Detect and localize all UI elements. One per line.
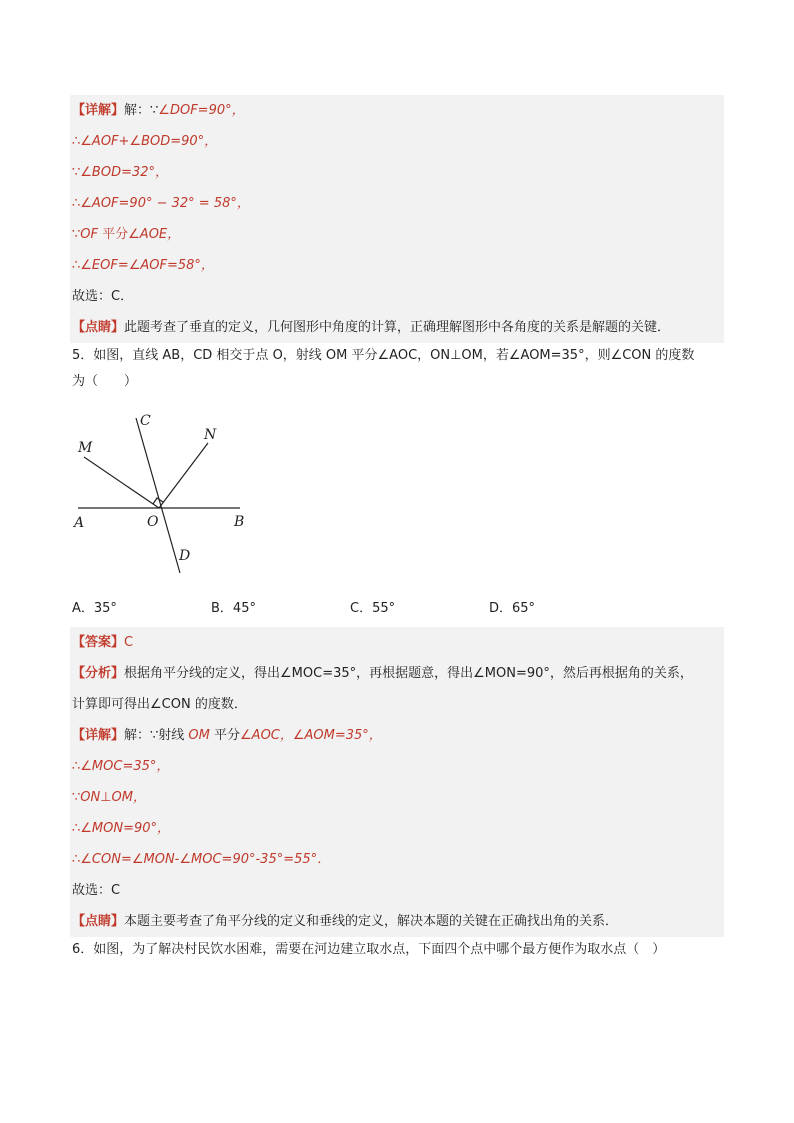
option-d: D．65° — [489, 601, 536, 616]
detail-tag: 【详解】 — [72, 728, 125, 743]
detail-tag: 【详解】 — [72, 103, 125, 118]
analysis-tag: 【分析】 — [72, 666, 125, 681]
label-d: D — [179, 548, 191, 564]
question-6 — [70, 937, 724, 963]
option-a: A．35° — [72, 601, 117, 616]
label-b: B — [234, 514, 245, 530]
angle-diagram — [70, 395, 330, 595]
option-b: B．45° — [211, 601, 256, 616]
q5-detail-3: ∵ON⊥OM， — [70, 782, 724, 813]
label-o: O — [147, 514, 159, 530]
label-a: A — [74, 515, 85, 531]
answer-tag: 【答案】 — [72, 635, 125, 650]
sol4-line-4: ∴∠AOF=90° − 32° = 58°， — [70, 188, 724, 219]
q5-detail-1: 【详解】解：∵射线 OM 平分∠AOC，∠AOM=35°， — [70, 720, 724, 751]
question-6-line-1: 6．如图，为了解决村民饮水困难，需要在河边建立取水点，下面四个点中哪个最方便作为取水点（ ） — [72, 942, 666, 957]
sol4-line-2: ∴∠AOF+∠BOD=90°， — [70, 126, 724, 157]
label-n: N — [204, 427, 217, 443]
q5-answer: 【答案】C — [70, 627, 724, 658]
q5-detail-5: ∴∠CON=∠MON-∠MOC=90°-35°=55°． — [70, 844, 724, 875]
label-m: M — [78, 440, 93, 456]
question-5-line-1: 5．如图，直线 AB，CD 相交于点 O，射线 OM 平分∠AOC，ON⊥OM，若∠AOM=35°，则∠CON 的度数 — [72, 348, 695, 363]
label-c: C — [140, 413, 151, 429]
q5-choose: 故选：C — [70, 875, 724, 906]
sol4-line-5: ∵OF 平分∠AOE， — [70, 219, 724, 250]
question-5-line-2: 为（ ） — [72, 374, 138, 389]
geometry-figure — [70, 395, 724, 595]
question-5 — [70, 343, 724, 395]
q5-analysis-1: 【分析】根据角平分线的定义，得出∠MOC=35°，再根据题意，得出∠MON=90°，然后再根据角的关系， — [70, 658, 724, 689]
option-c: C．55° — [350, 601, 396, 616]
sol4-line-3: ∵∠BOD=32°， — [70, 157, 724, 188]
sol4-line-6: ∴∠EOF=∠AOF=58°， — [70, 250, 724, 281]
right-angle-mark — [153, 498, 163, 504]
q5-dianjing: 【点睛】本题主要考查了角平分线的定义和垂线的定义，解决本题的关键在正确找出角的关系． — [70, 906, 724, 937]
comment-tag: 【点睛】 — [72, 320, 125, 335]
q5-detail-4: ∴∠MON=90°， — [70, 813, 724, 844]
q5-detail-2: ∴∠MOC=35°， — [70, 751, 724, 782]
q5-analysis-2: 计算即可得出∠CON 的度数． — [70, 689, 724, 720]
line-cd — [136, 418, 180, 573]
ray-on — [159, 443, 208, 508]
answer-options — [70, 595, 724, 623]
comment-tag: 【点睛】 — [72, 914, 125, 929]
ray-om — [84, 457, 159, 508]
sol4-dianjing: 【点睛】此题考查了垂直的定义，几何图形中角度的计算，正确理解图形中各角度的关系是解题的关键． — [70, 312, 724, 343]
document-page — [70, 95, 724, 963]
sol4-choose: 故选：C． — [70, 281, 724, 312]
sol4-line-1: 【详解】解：∵∠DOF=90°， — [70, 95, 724, 126]
